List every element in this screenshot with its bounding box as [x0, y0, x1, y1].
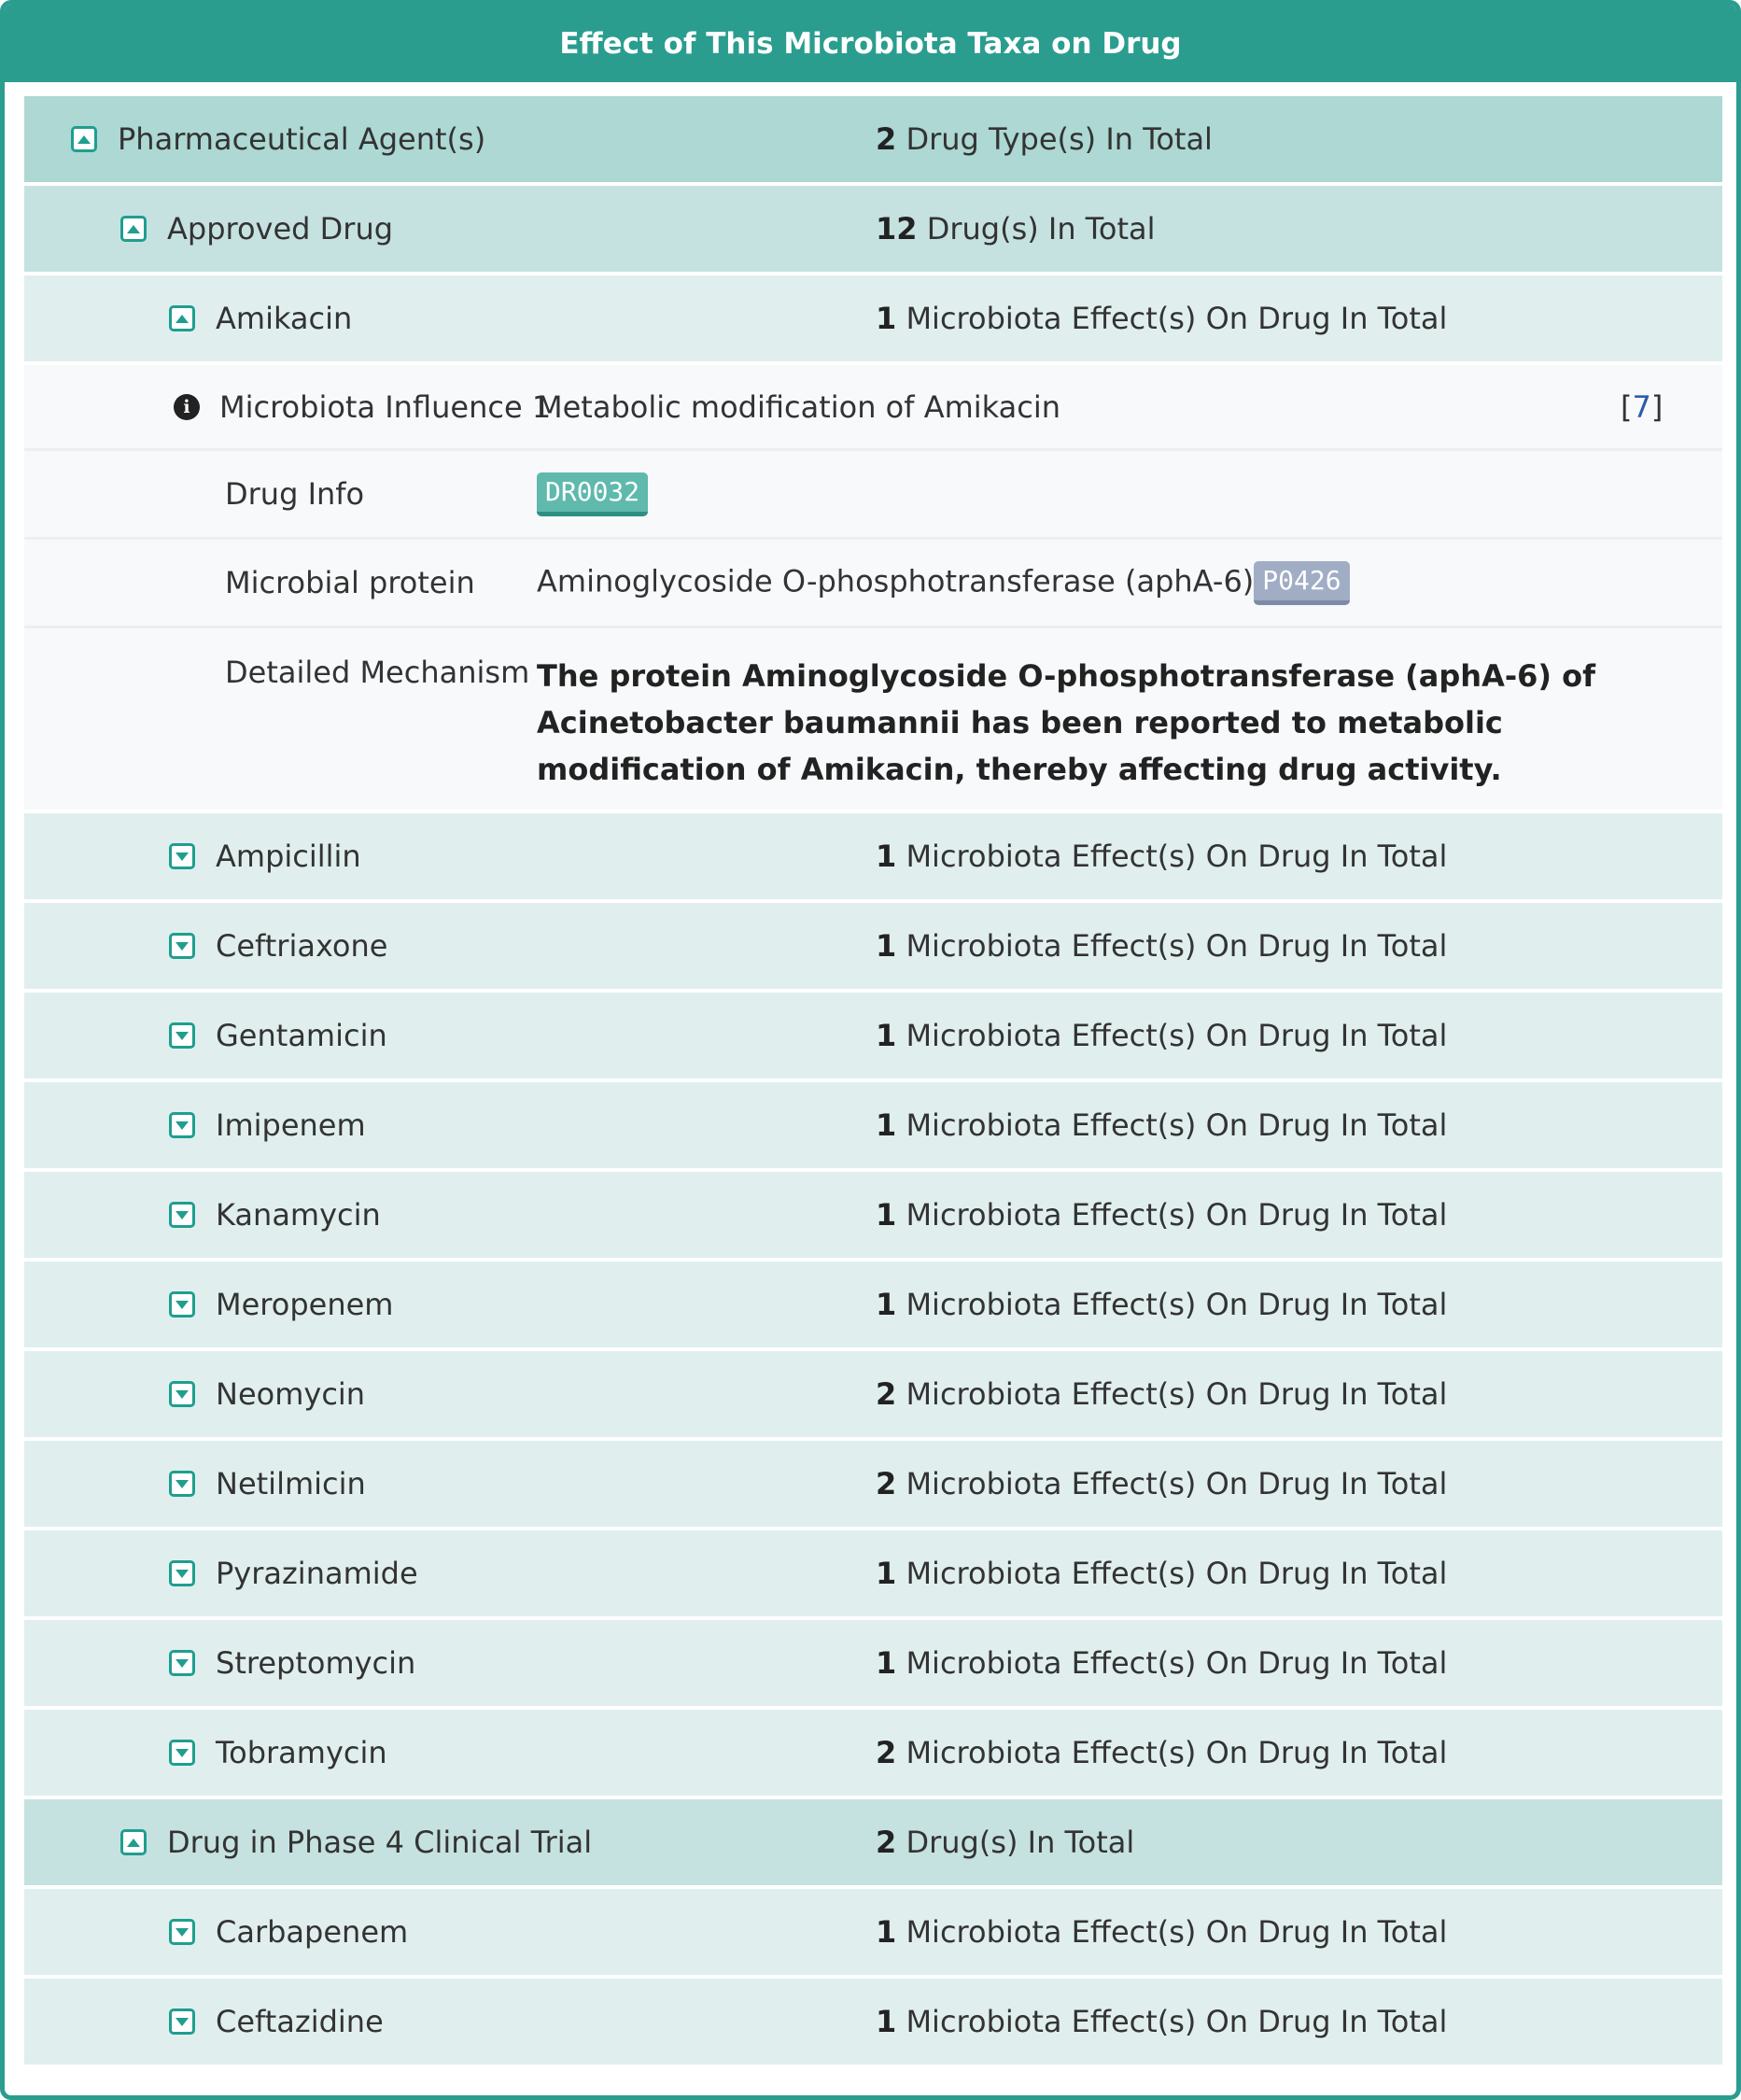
tree-node-drug[interactable] — [24, 993, 1722, 1078]
node-label: Streptomycin — [216, 1645, 416, 1681]
node-count: 1 Microbiota Effect(s) On Drug In Total — [876, 1914, 1448, 1950]
expand-icon[interactable] — [169, 1740, 195, 1766]
tree-node-drug[interactable] — [24, 1441, 1722, 1527]
node-label: Ampicillin — [216, 839, 361, 874]
expand-icon[interactable] — [169, 1202, 195, 1228]
node-count: 2 Drug Type(s) In Total — [876, 121, 1213, 157]
node-count: 1 Microbiota Effect(s) On Drug In Total — [876, 1287, 1448, 1322]
collapse-icon[interactable] — [120, 1829, 147, 1855]
node-label: Kanamycin — [216, 1197, 381, 1233]
expand-icon[interactable] — [169, 933, 195, 959]
node-count: 2 Microbiota Effect(s) On Drug In Total — [876, 1466, 1448, 1501]
influence-value: Metabolic modification of Amikacin — [537, 388, 1060, 425]
influence-row — [24, 365, 1722, 451]
tree-node-drug[interactable] — [24, 1082, 1722, 1168]
expand-icon[interactable] — [169, 1022, 195, 1049]
mechanism-label: Detailed Mechanism — [225, 655, 530, 690]
tree-node-amikacin[interactable] — [24, 275, 1722, 361]
influence-label: Microbiota Influence 1 — [219, 388, 552, 425]
tree-node-drug[interactable] — [24, 1530, 1722, 1616]
node-count: 2 Drug(s) In Total — [876, 1825, 1135, 1860]
mechanism-field — [24, 628, 1722, 810]
tree-node-drug[interactable] — [24, 1889, 1722, 1975]
tree-node-approved-drug[interactable] — [24, 186, 1722, 272]
node-label: Pyrazinamide — [216, 1556, 418, 1591]
drug-info-field — [24, 451, 1722, 540]
tree-node-drug[interactable] — [24, 1979, 1722, 2065]
expand-icon[interactable] — [169, 1112, 195, 1138]
node-label: Tobramycin — [216, 1735, 387, 1770]
tree-node-drug[interactable] — [24, 813, 1722, 899]
node-label: Drug in Phase 4 Clinical Trial — [167, 1825, 593, 1860]
node-count: 1 Microbiota Effect(s) On Drug In Total — [876, 839, 1448, 874]
tree-node-drug[interactable] — [24, 1261, 1722, 1347]
info-icon: i — [174, 394, 200, 420]
approved-drug-list — [24, 813, 1722, 1796]
node-count: 1 Microbiota Effect(s) On Drug In Total — [876, 1018, 1448, 1053]
tree-node-drug[interactable] — [24, 1351, 1722, 1437]
protein-id-badge[interactable]: P0426 — [1254, 561, 1349, 605]
expand-icon[interactable] — [169, 1560, 195, 1586]
node-label: Meropenem — [216, 1287, 394, 1322]
node-label: Pharmaceutical Agent(s) — [118, 121, 486, 157]
tree-node-drug[interactable] — [24, 1710, 1722, 1796]
tree-node-phase4[interactable] — [24, 1799, 1722, 1885]
panel-title: Effect of This Microbiota Taxa on Drug — [5, 5, 1736, 82]
drug-info-label: Drug Info — [225, 476, 365, 512]
node-count: 2 Microbiota Effect(s) On Drug In Total — [876, 1735, 1448, 1770]
node-count: 1 Microbiota Effect(s) On Drug In Total — [876, 928, 1448, 964]
tree-node-drug[interactable] — [24, 903, 1722, 989]
tree-node-drug[interactable] — [24, 1620, 1722, 1706]
expand-icon[interactable] — [169, 1381, 195, 1407]
microbial-protein-field — [24, 540, 1722, 628]
node-label: Ceftazidine — [216, 2004, 384, 2039]
expand-icon[interactable] — [169, 1471, 195, 1497]
node-count: 1 Microbiota Effect(s) On Drug In Total — [876, 1645, 1448, 1681]
collapse-icon[interactable] — [120, 216, 147, 242]
protein-name: Aminoglycoside O-phosphotransferase (aphA-6) — [537, 563, 1255, 599]
node-label: Amikacin — [216, 301, 353, 336]
expand-icon[interactable] — [169, 1291, 195, 1318]
node-label: Neomycin — [216, 1376, 366, 1412]
node-count: 1 Microbiota Effect(s) On Drug In Total — [876, 1107, 1448, 1143]
node-count: 1 Microbiota Effect(s) On Drug In Total — [876, 1197, 1448, 1233]
phase4-drug-list — [24, 1889, 1722, 2065]
node-label: Approved Drug — [167, 211, 394, 247]
node-label: Imipenem — [216, 1107, 366, 1143]
node-count: 2 Microbiota Effect(s) On Drug In Total — [876, 1376, 1448, 1412]
node-count: 1 Microbiota Effect(s) On Drug In Total — [876, 301, 1448, 336]
expand-icon[interactable] — [169, 843, 195, 869]
tree-node-pharmaceutical-agents[interactable] — [24, 96, 1722, 182]
node-label: Netilmicin — [216, 1466, 366, 1501]
influence-detail — [24, 365, 1722, 810]
mechanism-text: The protein Aminoglycoside O-phosphotransferase (aphA-6) of Acinetobacter baumannii has been reported to metabolic modification of Amikacin, thereby affecting drug activity. — [537, 658, 1596, 787]
node-label: Gentamicin — [216, 1018, 387, 1053]
drug-id-badge[interactable]: DR0032 — [537, 472, 648, 516]
drug-tree — [24, 96, 1722, 2068]
reference-link[interactable]: 7 — [1632, 388, 1651, 425]
node-count: 1 Microbiota Effect(s) On Drug In Total — [876, 2004, 1448, 2039]
reference: [7] — [1621, 388, 1664, 425]
collapse-icon[interactable] — [169, 305, 195, 331]
node-count: 1 Microbiota Effect(s) On Drug In Total — [876, 1556, 1448, 1591]
node-label: Carbapenem — [216, 1914, 409, 1950]
expand-icon[interactable] — [169, 1650, 195, 1676]
node-label: Ceftriaxone — [216, 928, 388, 964]
microbial-protein-label: Microbial protein — [225, 565, 475, 600]
tree-node-drug[interactable] — [24, 1172, 1722, 1258]
expand-icon[interactable] — [169, 2008, 195, 2035]
expand-icon[interactable] — [169, 1919, 195, 1945]
collapse-icon[interactable] — [71, 126, 97, 152]
node-count: 12 Drug(s) In Total — [876, 211, 1156, 247]
